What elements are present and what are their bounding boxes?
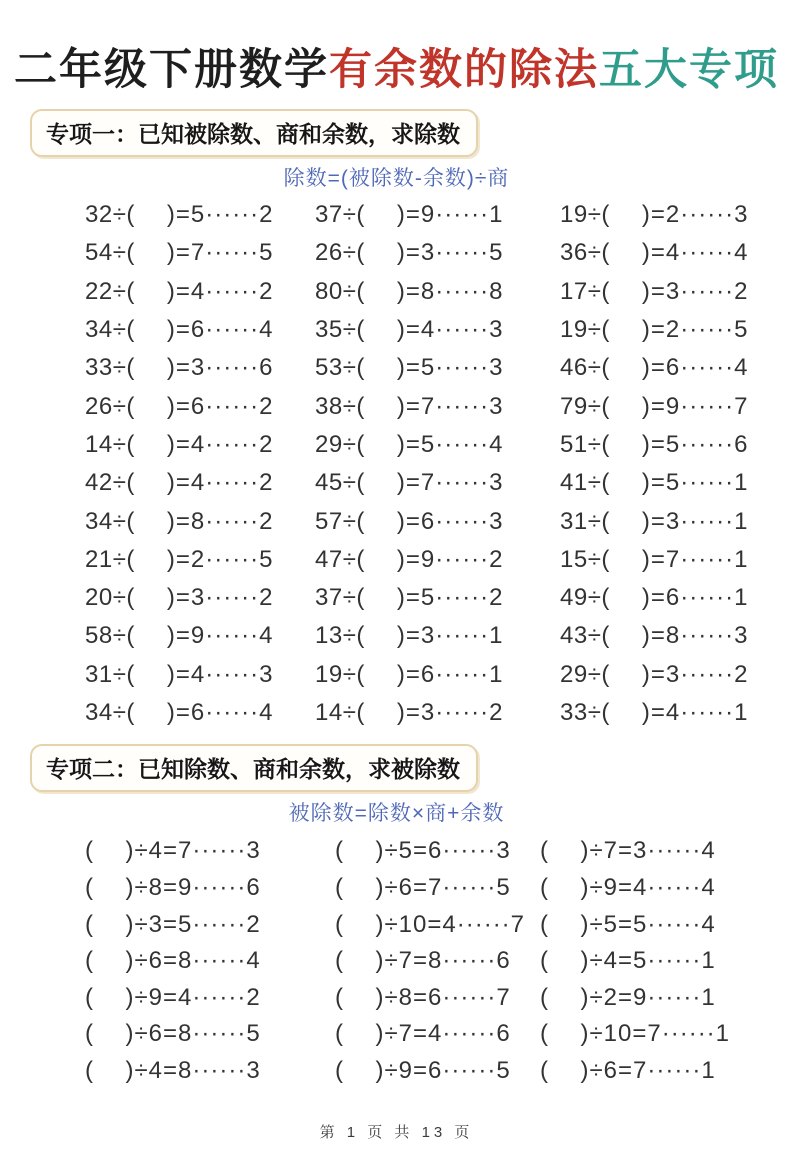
problem: ( )÷4=8······3	[85, 1057, 261, 1085]
problem: ( )÷9=4······4	[540, 874, 716, 902]
problem: 58÷( )=9······4	[85, 622, 274, 650]
problem: 42÷( )=4······2	[85, 469, 274, 497]
problem: ( )÷9=4······2	[85, 983, 261, 1011]
problem: 37÷( )=5······2	[315, 584, 504, 612]
problem: 33÷( )=3······6	[85, 354, 274, 382]
problem: 37÷( )=9······1	[315, 201, 504, 229]
problem: ( )÷9=6······5	[335, 1057, 511, 1085]
problem: 29÷( )=5······4	[315, 430, 504, 458]
problem: ( )÷6=7······5	[335, 874, 511, 902]
problem: ( )÷7=4······6	[335, 1020, 511, 1048]
problem: ( )÷7=3······4	[540, 837, 716, 865]
problem: 34÷( )=6······4	[85, 316, 274, 344]
problem: 32÷( )=5······2	[85, 201, 274, 229]
section-two-header: 专项二：已知除数、商和余数，求被除数	[30, 744, 478, 792]
page-number: 第 1 页 共 13 页	[319, 1124, 474, 1141]
problem: 38÷( )=7······3	[315, 392, 504, 420]
problem: ( )÷2=9······1	[540, 983, 716, 1011]
problem: 35÷( )=4······3	[315, 316, 504, 344]
problem: 14÷( )=3······2	[315, 699, 504, 726]
problem: ( )÷5=5······4	[540, 910, 716, 938]
problem: ( )÷4=5······1	[540, 947, 716, 975]
problem: 26÷( )=6······2	[85, 392, 274, 420]
problem: ( )÷6=7······1	[540, 1057, 716, 1085]
problem: ( )÷8=9······6	[85, 874, 261, 902]
problem: ( )÷7=8······6	[335, 947, 511, 975]
problem: ( )÷6=8······5	[85, 1020, 261, 1048]
problem: 31÷( )=3······1	[560, 507, 749, 535]
section-two-problem-grid	[0, 833, 793, 1089]
problem: 41÷( )=5······1	[560, 469, 749, 497]
problem: 46÷( )=6······4	[560, 354, 749, 382]
problem: 19÷( )=6······1	[315, 660, 504, 688]
problem: ( )÷10=4······7	[335, 910, 526, 938]
problem: ( )÷4=7······3	[85, 837, 261, 865]
problem: 14÷( )=4······2	[85, 430, 274, 458]
problem: 36÷( )=4······4	[560, 239, 749, 267]
problem: 19÷( )=2······5	[560, 316, 749, 344]
problem: 26÷( )=3······5	[315, 239, 504, 267]
problem: ( )÷3=5······2	[85, 910, 261, 938]
problem: 53÷( )=5······3	[315, 354, 504, 382]
problem: 21÷( )=2······5	[85, 545, 274, 573]
problem: 34÷( )=8······2	[85, 507, 274, 535]
section-one-header: 专项一：已知被除数、商和余数，求除数	[30, 109, 478, 157]
section-two-formula: 被除数=除数×商+余数	[288, 802, 505, 826]
problem: 34÷( )=6······4	[85, 699, 274, 726]
section-two	[0, 732, 793, 1089]
problem: 80÷( )=8······8	[315, 277, 504, 305]
problem: 43÷( )=8······3	[560, 622, 749, 650]
problem: 31÷( )=4······3	[85, 660, 274, 688]
problem: 20÷( )=3······2	[85, 584, 274, 612]
problem: 51÷( )=5······6	[560, 430, 749, 458]
problem: 79÷( )=9······7	[560, 392, 749, 420]
problem: 57÷( )=6······3	[315, 507, 504, 535]
problem: 22÷( )=4······2	[85, 277, 274, 305]
problem: 13÷( )=3······1	[315, 622, 504, 650]
problem: 33÷( )=4······1	[560, 699, 749, 726]
title-segment-topic: 有余数的除法	[329, 47, 599, 94]
worksheet-page	[0, 36, 793, 1158]
problem: 17÷( )=3······2	[560, 277, 749, 305]
problem: 49÷( )=6······1	[560, 584, 749, 612]
section-one-formula: 除数=(被除数-余数)÷商	[283, 167, 510, 190]
problem: 19÷( )=2······3	[560, 201, 749, 229]
title-segment-grade: 二年级下册数学	[14, 47, 329, 94]
problem: ( )÷6=8······4	[85, 947, 261, 975]
section-one-problem-grid	[0, 196, 793, 732]
section-one	[0, 97, 793, 732]
problem: ( )÷5=6······3	[335, 837, 511, 865]
problem: 29÷( )=3······2	[560, 660, 749, 688]
title-segment-suffix: 五大专项	[599, 47, 779, 94]
page-title	[0, 36, 793, 97]
problem: 15÷( )=7······1	[560, 545, 749, 573]
problem: ( )÷8=6······7	[335, 983, 511, 1011]
problem: 45÷( )=7······3	[315, 469, 504, 497]
problem: 47÷( )=9······2	[315, 545, 504, 573]
problem: 54÷( )=7······5	[85, 239, 274, 267]
problem: ( )÷10=7······1	[540, 1020, 731, 1048]
